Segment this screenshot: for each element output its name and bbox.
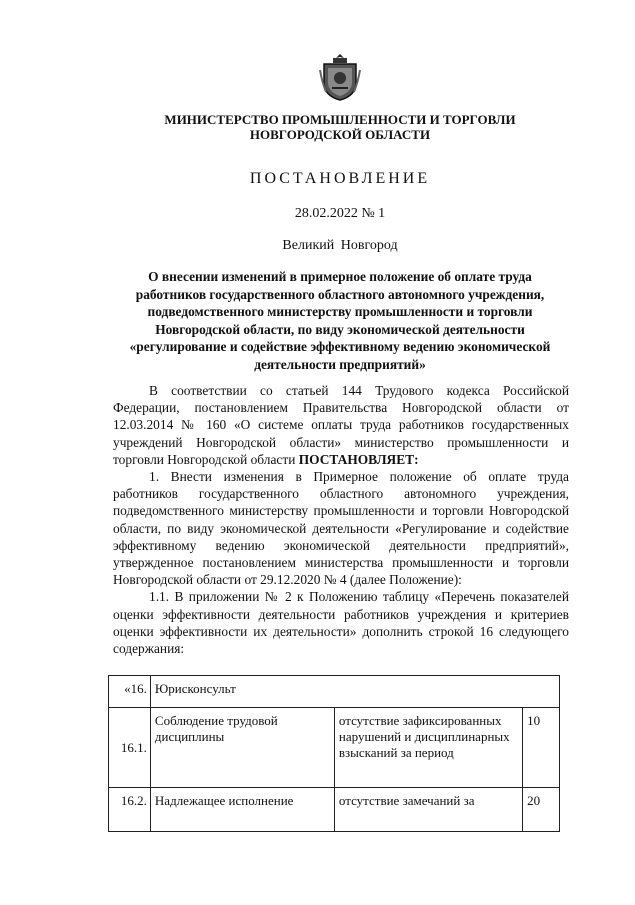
ministry-name xyxy=(160,112,520,142)
document-type: ПОСТАНОВЛЕНИЕ xyxy=(249,170,431,187)
ministry-line-2: НОВГОРОДСКОЙ ОБЛАСТИ xyxy=(249,127,431,142)
table-cell-indicator: Надлежащее исполнение xyxy=(150,788,334,832)
paragraph-preamble: В соответствии со статьей 144 Трудового кодекса Российской Федерации, постановлением Правительства Новгородской области от 12.03.2014 № 160 «О системе оплаты труда работников государственных учреждений Новгородской области» министерство промышленности и торговли Новгородской области ПОСТАНОВЛЯЕТ: xyxy=(113,383,569,467)
indicators-table xyxy=(108,675,560,832)
table-cell-number: 16.1. xyxy=(109,708,151,788)
table-cell-criterion: отсутствие зафиксированных нарушений и дисциплинарных взысканий за период xyxy=(334,708,522,788)
resolves-keyword: ПОСТАНОВЛЯЕТ: xyxy=(298,451,419,467)
table-row xyxy=(109,788,560,832)
table-cell-score: 10 xyxy=(523,708,560,788)
ministry-line-1: МИНИСТЕРСТВО ПРОМЫШЛЕННОСТИ И ТОРГОВЛИ xyxy=(164,112,516,127)
table-cell-number: 16.2. xyxy=(109,788,151,832)
table-cell-position: Юрисконсульт xyxy=(150,676,559,708)
table-cell-criterion: отсутствие замечаний за xyxy=(334,788,522,832)
document-title: О внесении изменений в примерное положение об оплате труда работников государственного областного автономного учреждения, подведомственного министерству промышленности и торговли Новгородской области, по виду экономической деятельности «регулирование и содействие эффективному ведению экономической деятельности предприятий» xyxy=(129,269,551,372)
document-number: 28.02.2022 № 1 xyxy=(294,206,386,221)
table-row xyxy=(109,676,560,708)
document-body xyxy=(113,382,569,657)
coat-of-arms-icon xyxy=(318,52,362,102)
paragraph-item-1: 1. Внести изменения в Примерное положение об оплате труда работников государственного областного автономного учреждения, подведомственного министерству промышленности и торговли Новгородской области, по виду экономической деятельности «Регулирование и содействие эффективному ведению экономической деятельности предприятий», утвержденное постановлением министерства промышленности и торговли Новгородской области от 29.12.2020 № 4 (далее Положение): xyxy=(113,469,569,588)
table-row xyxy=(109,708,560,788)
document-city: Великий Новгород xyxy=(282,238,398,253)
table-cell-score: 20 xyxy=(523,788,560,832)
table-cell-indicator: Соблюдение трудовой дисциплины xyxy=(150,708,334,788)
paragraph-item-1-1: 1.1. В приложении № 2 к Положению таблицу «Перечень показателей оценки эффективности деятельности работников учреждения и критериев оценки эффективности их деятельности» дополнить строкой 16 следующего содержания: xyxy=(113,589,569,657)
table-cell-number: «16. xyxy=(109,676,151,708)
